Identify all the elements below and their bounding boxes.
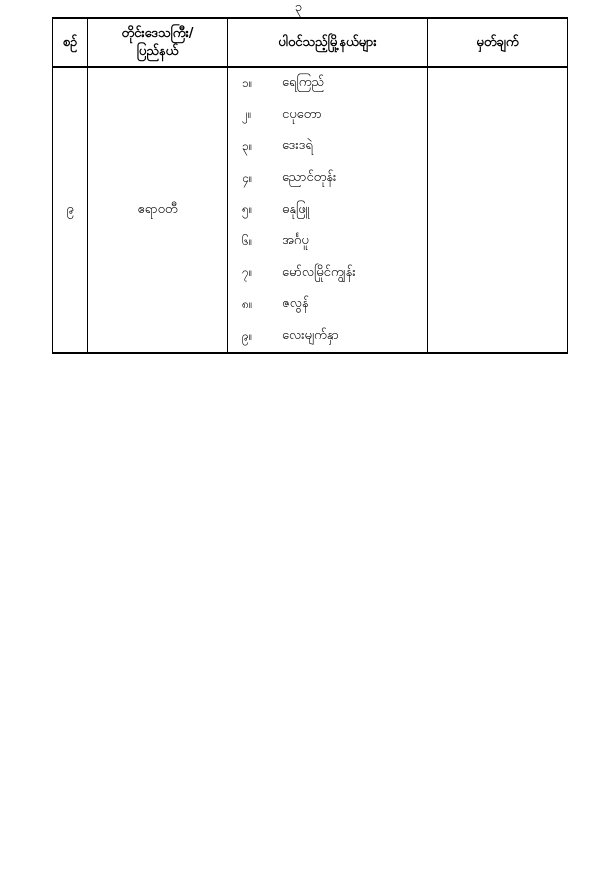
town-name: ဒေးဒရဲ [282,138,313,154]
list-item [228,100,427,132]
town-number: ၅။ [242,202,253,217]
row-no: ၉ [53,67,88,353]
town-name: အင်္ဂပူ [282,233,309,249]
town-name: ညောင်တုန်း [282,170,337,186]
town-number: ၄။ [242,170,253,185]
town-number: ၈။ [242,296,253,311]
town-name: မော်လမြိုင်ကျွန်း [282,264,356,280]
page-number: ၃ [294,0,303,15]
list-item [228,321,427,353]
list-item [228,194,427,226]
header-region-line2: ပြည်နယ် [136,43,179,59]
town-name: လေးမျက်နှာ [282,328,339,344]
town-name: ဇလွန် [282,296,309,312]
town-number: ၆။ [242,233,253,248]
header-region-line1: တိုင်းဒေသကြီး/ [121,25,194,41]
header-remark: မှတ်ချက် [428,18,568,67]
township-table [52,17,568,354]
list-item [228,289,427,321]
town-number: ၁။ [242,75,253,90]
header-no: စဉ် [53,18,88,67]
town-number: ၉။ [242,328,253,343]
town-name: ရေကြည် [282,75,324,91]
header-towns: ပါဝင်သည့်မြို့နယ်များ [228,18,428,67]
list-item [228,68,427,100]
list-item [228,258,427,290]
town-list [228,68,427,352]
town-name: ဓနုဖြူ [282,201,310,217]
town-number: ၂။ [242,107,252,122]
list-item [228,131,427,163]
table-header-row [53,18,568,67]
row-region: ဧရာဝတီ [88,67,228,353]
list-item [228,163,427,195]
row-towns [228,67,428,353]
list-item [228,226,427,258]
town-name: ငပုတော [282,106,322,122]
town-number: ၃။ [242,138,253,153]
table-row [53,67,568,353]
header-region [88,18,228,67]
town-number: ၇။ [242,265,253,280]
row-remark [428,67,568,353]
